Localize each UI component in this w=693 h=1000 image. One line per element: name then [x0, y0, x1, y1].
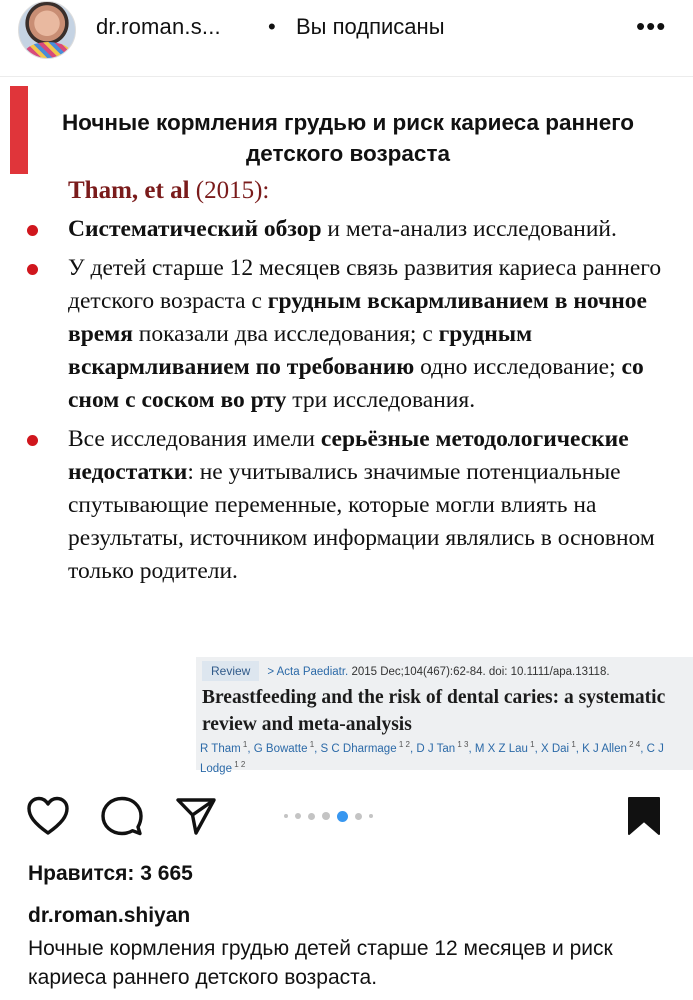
bullet-text: одно исследование; [414, 354, 622, 380]
citation-author-name: D J Tan [416, 742, 456, 755]
share-icon[interactable] [174, 796, 218, 836]
bullet-text: три исследования. [286, 387, 476, 413]
bullet-text: показали два исследования; с [132, 321, 439, 347]
citation-author-link[interactable] [416, 740, 469, 755]
post-caption: Ночные кормления грудью детей старше 12 месяцев и риск кариеса раннего детского возраста. [28, 937, 613, 989]
carousel-dots [284, 810, 373, 822]
citation-author-affiliation: 1 [307, 740, 315, 749]
carousel-dot [284, 814, 288, 818]
citation-author-name: C J Lodge [200, 742, 664, 775]
citation-author-name: K J Allen [582, 742, 627, 755]
bullet-list [0, 213, 693, 594]
bullet-dot [27, 225, 38, 236]
citation-author-affiliation: 2 4 [626, 740, 641, 749]
study-author [68, 177, 269, 205]
citation-author-link[interactable] [474, 740, 535, 755]
carousel-dot [322, 812, 330, 820]
citation-author-link[interactable] [200, 740, 248, 755]
citation-ref: 2015 Dec;104(467):62-84. doi: 10.1111/apa.13118. [348, 666, 610, 678]
citation-author-name: M X Z Lau [474, 742, 528, 755]
citation-author-affiliation: 1 [240, 740, 248, 749]
bullet-dot [27, 435, 38, 446]
bullet-item [0, 213, 693, 246]
avatar-shirt [25, 42, 71, 59]
bullet-text-bold: грудным вскармливанием по требованию [68, 321, 533, 380]
bullet-item [0, 423, 693, 588]
citation-journal: > Acta Paediatr. [267, 666, 349, 678]
post-image-slide[interactable] [0, 77, 693, 777]
citation-author-link[interactable] [582, 740, 641, 755]
citation-author-name: G Bowatte [253, 742, 308, 755]
post-header [0, 0, 693, 64]
bullet-text-bold: грудным вскармливанием в ночное время [68, 288, 647, 347]
carousel-dot [355, 813, 362, 820]
citation-card [196, 657, 693, 775]
citation-author-link[interactable] [540, 740, 576, 755]
slide-title: Ночные кормления грудью и риск кариеса раннего детского возраста [61, 110, 635, 166]
follow-status-button[interactable]: Вы подписаны [296, 14, 445, 39]
carousel-dot [308, 813, 315, 820]
citation-author-link[interactable] [253, 740, 315, 755]
citation-author-affiliation: 1 [569, 740, 576, 749]
citation-title: Breastfeeding and the risk of dental caries: a systematic review and meta-analysis [202, 687, 666, 735]
separator-dot: • [268, 14, 276, 39]
avatar[interactable] [18, 1, 76, 59]
heart-icon[interactable] [26, 796, 70, 836]
likes-count[interactable]: Нравится: 3 665 [28, 862, 193, 885]
post-author-username[interactable]: dr.roman.s... [96, 14, 221, 39]
bullet-text-bold: со сном с соском во рту [68, 354, 644, 413]
bullet-dot [27, 264, 38, 275]
carousel-dot-active [337, 811, 348, 822]
citation-author-name: X Dai [540, 742, 570, 755]
citation-author-affiliation: 1 2 [396, 740, 410, 749]
citation-author-link[interactable] [320, 740, 410, 755]
citation-author-affiliation: 1 2 [231, 759, 246, 769]
bullet-text: и мета-анализ исследований. [321, 216, 617, 242]
bullet-text: У детей старше 12 месяцев связь развития кариеса раннего детского возраста с [68, 255, 662, 314]
citation-author-affiliation: 1 [527, 740, 535, 749]
more-options-icon[interactable]: ••• [636, 11, 667, 41]
review-tag: Review [202, 661, 259, 681]
study-author-year: (2015): [189, 177, 270, 204]
citation-author-name: S C Dharmage [320, 742, 397, 755]
bullet-text: Все исследования имели [68, 426, 321, 452]
citation-meta [202, 661, 610, 681]
bullet-text-bold: Систематический обзор [68, 216, 322, 242]
bullet-item [0, 252, 693, 417]
caption-username[interactable]: dr.roman.shiyan [28, 904, 191, 927]
comment-icon[interactable] [100, 796, 144, 836]
study-author-name: Tham, et al [68, 177, 190, 204]
citation-authors: R Tham $^1$, G Bowatte $^1$, S C Dharmage $^{1 2}$, D J Tan $^{1 3}$, M X Z Lau $^1$, X Dai $^1$, K J Allen $^{2 4}$, C J Lodge $^{1 2}$ [200, 740, 664, 775]
citation-author-name: R Tham [200, 742, 241, 755]
citation-author-affiliation: 1 3 [455, 740, 469, 749]
title-accent-bar [10, 86, 28, 174]
bullet-text-bold: серьёзные методологические недостатки [68, 426, 629, 485]
carousel-dot [369, 814, 373, 818]
bookmark-icon[interactable] [626, 796, 662, 836]
carousel-dot [295, 813, 301, 819]
bullet-text: : не учитывались значимые потенциальные спутывающие переменные, которые могли влиять на результаты, источником информации являлись в основном только родители. [68, 459, 655, 584]
